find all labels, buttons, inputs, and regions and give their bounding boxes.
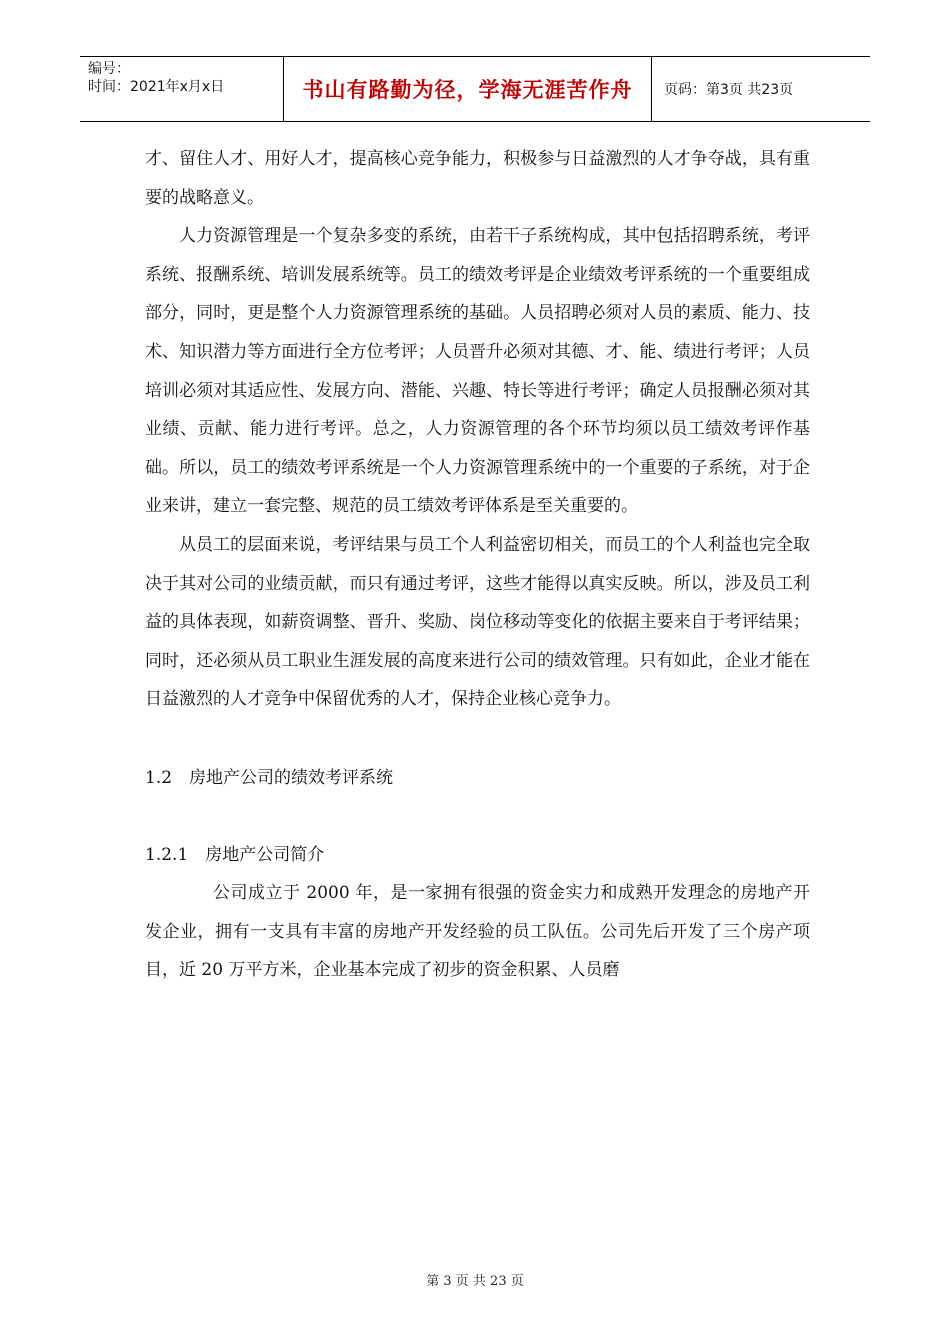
subsection-heading: 1.2.1 房地产公司简介 <box>145 844 325 865</box>
header-meta <box>80 57 284 121</box>
paragraph: 人力资源管理是一个复杂多变的系统，由若干子系统构成，其中包括招聘系统，考评系统、报酬系统、培训发展系统等。员工的绩效考评是企业绩效考评系统的一个重要组成部分，同时，更是整个人力资源管理系统的基础。人员招聘必须对人员的素质、能力、技术、知识潜力等方面进行全方位考评；人员晋升必须对其德、才、能、绩进行考评；人员培训必须对其适应性、发展方向、潜能、兴趣、特长等进行考评；确定人员报酬必须对其业绩、贡献、能力进行考评。总之，人力资源管理的各个环节均须以员工绩效考评作基础。所以，员工的绩效考评系统是一个人力资源管理系统中的一个重要的子系统，对于企业来讲，建立一套完整、规范的员工绩效考评体系是至关重要的。 <box>145 226 810 517</box>
paragraph: 公司成立于 2000 年，是一家拥有很强的资金实力和成熟开发理念的房地产开发企业，拥有一支具有丰富的房地产开发经验的员工队伍。公司先后开发了三个房产项目，近 20 万平方米，企业基本完成了初步的资金积累、人员磨 <box>145 883 810 981</box>
document-body <box>145 140 810 990</box>
page-header <box>80 56 870 122</box>
header-motto: 书山有路勤为径，学海无涯苦作舟 <box>284 57 652 121</box>
paragraph: 从员工的层面来说，考评结果与员工个人利益密切相关，而员工的个人利益也完全取决于其对公司的业绩贡献，而只有通过考评，这些才能得以真实反映。所以，涉及员工利益的具体表现，如薪资调整、晋升、奖励、岗位移动等变化的依据主要来自于考评结果；同时，还必须从员工职业生涯发展的高度来进行公司的绩效管理。只有如此，企业才能在日益激烈的人才竞争中保留优秀的人才，保持企业核心竞争力。 <box>145 534 810 710</box>
header-page-info: 页码：第3页 共23页 <box>664 82 794 98</box>
paragraph: 才、留住人才、用好人才，提高核心竞争能力，积极参与日益激烈的人才争夺战，具有重要的战略意义。 <box>145 149 810 208</box>
document-number-label: 编号： <box>88 61 130 77</box>
document-date: 时间：2021年x月x日 <box>88 79 225 95</box>
page-footer: 第 3 页 共 23 页 <box>426 1274 524 1289</box>
section-heading: 1.2 房地产公司的绩效考评系统 <box>145 767 394 788</box>
